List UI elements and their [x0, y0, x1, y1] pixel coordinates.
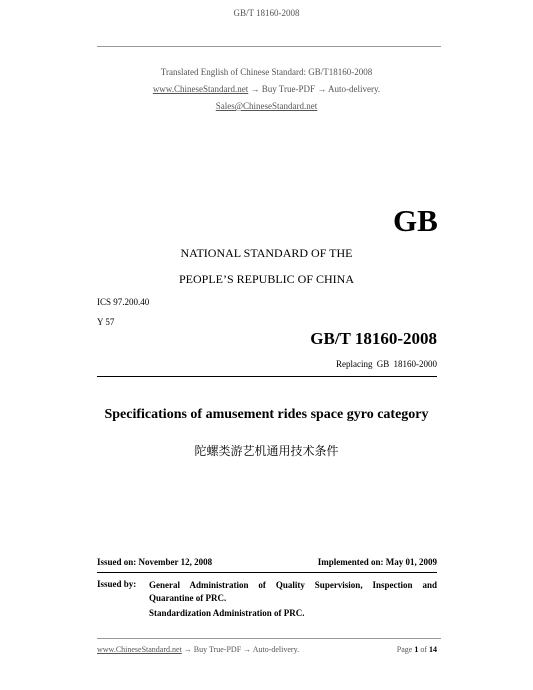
title-english: Specifications of amusement rides space gyro category [104, 407, 429, 422]
sales-line [0, 101, 533, 111]
sales-email-link[interactable]: Sales@ChineseStandard.net [215, 101, 318, 111]
buy-true-pdf-text: Buy True-PDF [261, 84, 315, 94]
arrow-right-icon: → [250, 84, 260, 94]
gb-mark: GB [393, 203, 438, 238]
title-divider [97, 376, 437, 377]
header-divider [97, 46, 441, 47]
footer-buy-text: Buy True-PDF [193, 645, 242, 654]
site-link[interactable]: www.ChineseStandard.net [152, 84, 249, 94]
national-standard-line-2: PEOPLE’S REPUBLIC OF CHINA [178, 272, 355, 286]
page-total: 14 [429, 645, 437, 654]
classification-code: Y 57 [97, 317, 115, 327]
title-chinese: 陀螺类游艺机通用技术条件 [194, 444, 339, 458]
issued-on-date: Issued on: November 12, 2008 [97, 557, 213, 567]
arrow-right-icon: → [317, 84, 327, 94]
auto-delivery-text: Auto-delivery. [328, 84, 381, 94]
arrow-right-icon: → [243, 645, 252, 654]
page-number [337, 645, 437, 654]
footer-site-link[interactable]: www.ChineseStandard.net [97, 645, 182, 654]
page-current: 1 [414, 645, 419, 654]
translation-notice: Translated English of Chinese Standard: GB/T18160-2008 [160, 67, 373, 77]
page-word: Page [396, 645, 413, 654]
national-standard-line-1: NATIONAL STANDARD OF THE [180, 246, 353, 260]
issued-by-label: Issued by: [97, 579, 137, 589]
of-word: of [420, 645, 427, 654]
footer-auto-text: Auto-delivery. [252, 645, 300, 654]
running-header: GB/T 18160-2008 [233, 8, 300, 18]
issuer-secondary: Standardization Administration of PRC. [149, 608, 305, 618]
issuer-primary: General Administration of Quality Supervision, Inspection and Quarantine of PRC. [149, 580, 437, 603]
standard-code: GB/T 18160-2008 [310, 329, 437, 348]
ics-code: ICS 97.200.40 [97, 297, 150, 307]
implemented-on-date: Implemented on: May 01, 2009 [317, 557, 437, 567]
purchase-line [0, 84, 533, 94]
dates-divider [97, 572, 437, 573]
replacing-note: Replacing GB 18160-2000 [336, 359, 437, 369]
footer-divider [97, 638, 441, 639]
footer-purchase-line [97, 645, 299, 654]
arrow-right-icon: → [183, 645, 192, 654]
